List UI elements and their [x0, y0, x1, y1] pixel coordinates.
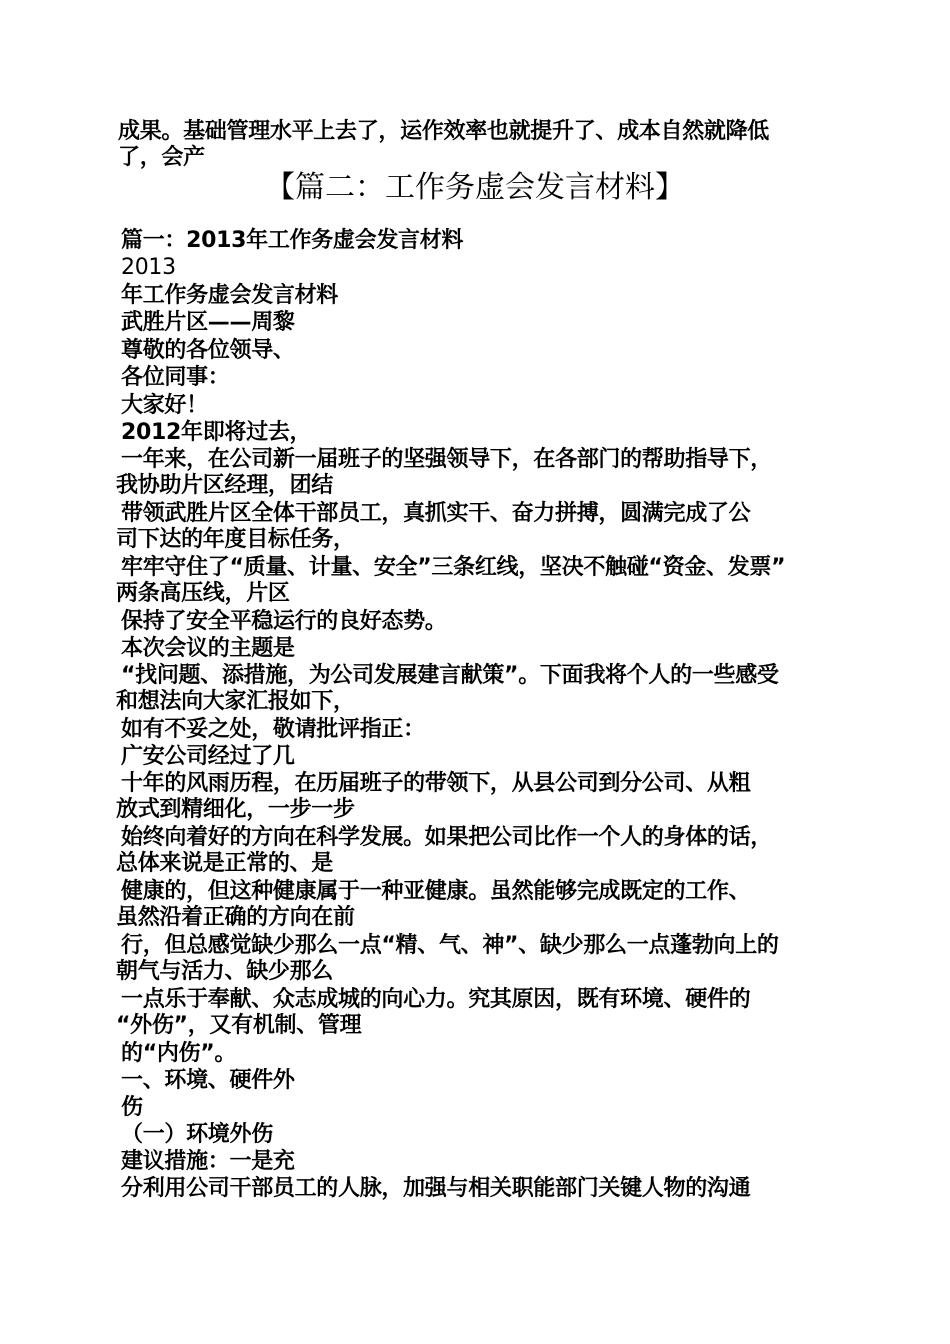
- text-line: 总体来说是正常的、是: [116, 851, 334, 876]
- text-line: （一）环境外伤: [121, 1122, 273, 1147]
- text-line: 大家好！: [121, 393, 208, 418]
- text-line: 本次会议的主题是: [121, 636, 295, 661]
- text-line: 保持了安全平稳运行的良好态势。: [121, 609, 447, 634]
- text-line: 放式到精细化，一步一步: [116, 797, 355, 822]
- text-line: 广安公司经过了几: [121, 744, 295, 769]
- text-line: “找问题、添措施，为公司发展建言献策”。下面我将个人的一些感受: [121, 663, 779, 688]
- text-line: 牢牢守住了“质量、计量、安全”三条红线，坚决不触碰“资金、发票”: [121, 555, 786, 580]
- text-line: 虽然沿着正确的方向在前: [116, 905, 355, 930]
- text-line: 年工作务虚会发言材料: [121, 283, 339, 308]
- text-line: 伤: [121, 1095, 143, 1120]
- text-line: 和想法向大家汇报如下，: [116, 689, 355, 714]
- text-line: 带领武胜片区全体干部员工，真抓实干、奋力拼搏，圆满完成了公: [121, 501, 751, 526]
- text-line: 建议措施：一是充: [121, 1149, 295, 1174]
- text-line: 武胜片区——周黎: [121, 310, 295, 335]
- text-line: 一年来，在公司新一届班子的坚强领导下，在各部门的帮助指导下，: [121, 447, 773, 472]
- section-title: 【篇二：工作务虚会发言材料】: [265, 170, 685, 205]
- text-line: 始终向着好的方向在科学发展。如果把公司比作一个人的身体的话，: [121, 825, 773, 850]
- text-line: 如有不妥之处，敬请批评指正：: [121, 717, 425, 742]
- text-line: 2012年即将过去，: [121, 420, 312, 445]
- text-line: 分利用公司干部员工的人脉，加强与相关职能部门关键人物的沟通: [121, 1176, 751, 1201]
- text-line: 两条高压线，片区: [116, 581, 290, 606]
- text-line: 篇一：2013年工作务虚会发言材料: [121, 228, 464, 253]
- text-line: 司下达的年度目标任务，: [116, 527, 355, 552]
- text-line: 2013: [121, 255, 176, 280]
- text-line: 的“内伤”。: [121, 1041, 237, 1066]
- text-line: 成果。基础管理水平上去了，运作效率也就提升了、成本自然就降低: [118, 119, 770, 144]
- text-line: 我协助片区经理，团结: [116, 473, 334, 498]
- text-line: 健康的，但这种健康属于一种亚健康。虽然能够完成既定的工作、: [121, 879, 751, 904]
- text-line: 行，但总感觉缺少那么一点“精、气、神”、缺少那么一点蓬勃向上的: [121, 933, 779, 958]
- text-line: 十年的风雨历程，在历届班子的带领下，从县公司到分公司、从粗: [121, 771, 751, 796]
- text-line: “外伤”，又有机制、管理: [116, 1013, 362, 1038]
- text-line: 一、环境、硬件外: [121, 1068, 295, 1093]
- text-line: 一点乐于奉献、众志成城的向心力。究其原因，既有环境、硬件的: [121, 987, 751, 1012]
- text-line: 尊敬的各位领导、: [121, 338, 295, 363]
- text-line: 朝气与活力、缺少那么: [116, 959, 334, 984]
- text-line: 各位同事：: [121, 365, 230, 390]
- text-line: 了，会产: [118, 145, 205, 170]
